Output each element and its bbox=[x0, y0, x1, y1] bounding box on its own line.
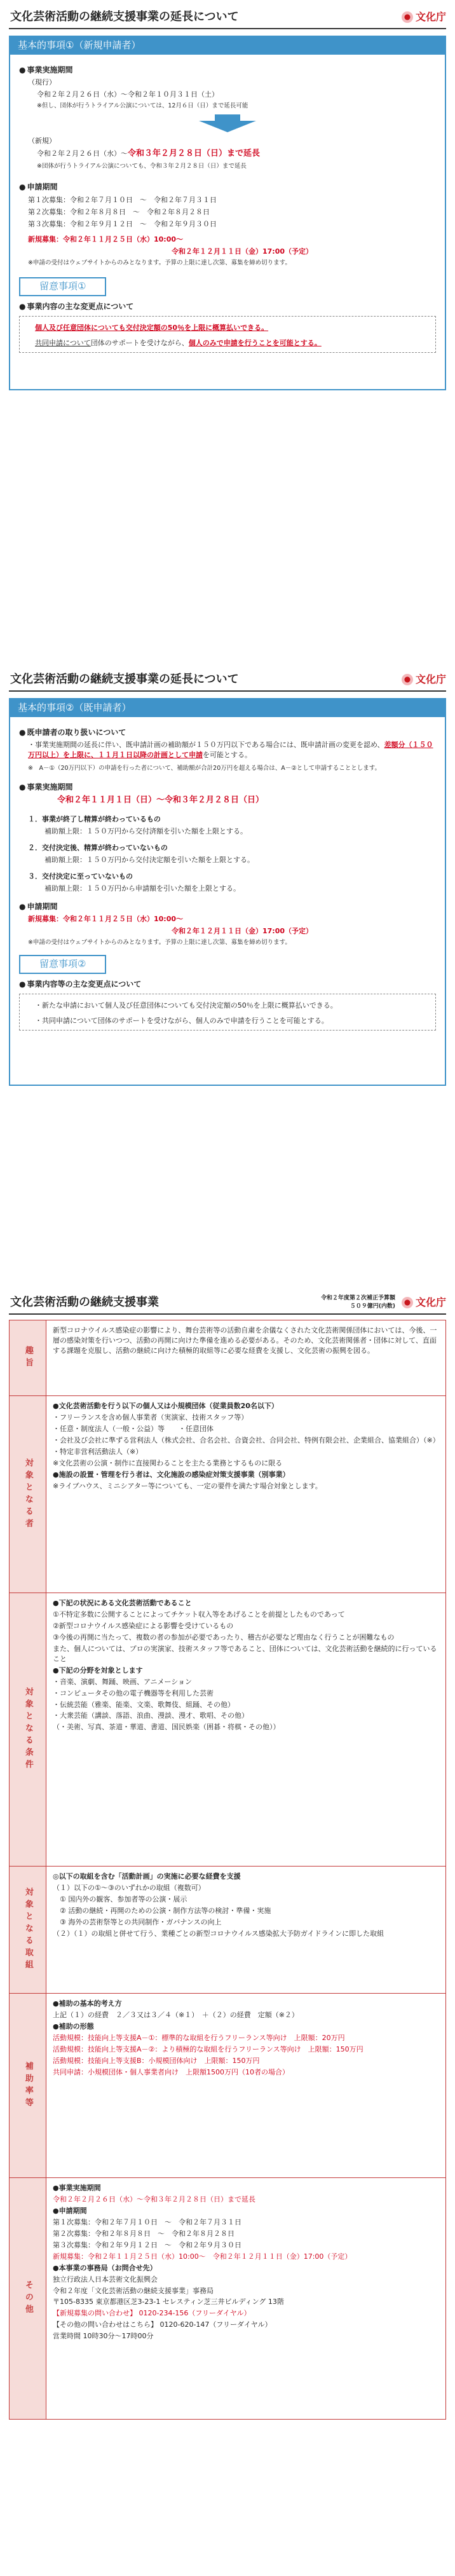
logo-mark-icon bbox=[402, 1297, 413, 1308]
row-line: ●下記の状況にある文化芸術活動であること bbox=[53, 1599, 192, 1608]
heading-period: ● 事業実施期間 bbox=[19, 65, 436, 76]
row-line: 活動規模：技能向上等支援A－①：標準的な取組を行うフリーランス等向け 上限額：20万円 bbox=[53, 2033, 345, 2042]
row-line: 令和２年度「文化芸術活動の継続支援事業」事務局 bbox=[53, 2286, 214, 2295]
row-line: ・特定非営利活動法人（※） bbox=[53, 1447, 143, 1456]
agency-logo: 文化庁 bbox=[402, 1295, 446, 1310]
page-title: 文化芸術活動の継続支援事業の延長について bbox=[10, 10, 239, 24]
agency-logo: 文化庁 bbox=[402, 672, 446, 687]
row-body bbox=[46, 1593, 445, 1866]
down-arrow-icon bbox=[215, 114, 240, 121]
row-line: ・伝統芸能（雅楽、能楽、文楽、歌舞伎、組踊、その他） bbox=[53, 1700, 234, 1709]
row-label: 対象となる条件 bbox=[10, 1593, 46, 1866]
row-line: （・美術、写真、茶道・華道、書道、国民娯楽（囲碁・将棋・その他）） bbox=[53, 1723, 280, 1732]
row-line: ・会社及び会社に準ずる営利法人（株式会社、合名会社、合資会社、合同会社、特例有限会社、企業組合、協業組合）（※） bbox=[53, 1435, 440, 1444]
row-line: ●申請期間 bbox=[53, 2206, 87, 2215]
row-line: また、個人については、プロの実演家、技術スタッフ等であること、団体については、文化芸術活動を継続的に行っていること bbox=[53, 1644, 437, 1663]
table-row bbox=[9, 1396, 446, 1593]
sheet-1 bbox=[9, 5, 446, 390]
row-label: 趣旨 bbox=[10, 1320, 46, 1395]
section-heading: 基本的事項①（新規申請者） bbox=[10, 37, 445, 55]
row-line: ③今後の再開に当たって、複数の者の参加が必要であったり、稽古が必要など理由なく行うことが困難なもの bbox=[53, 1633, 395, 1641]
notes-heading: 留意事項① bbox=[19, 277, 106, 296]
row-line: 独立行政法人日本芸術文化振興会 bbox=[53, 2275, 158, 2284]
row-line: 【その他の問い合わせはこちら】 0120-620-147（フリーダイヤル） bbox=[53, 2320, 272, 2329]
row-line: 令和２年２月２６日（水）～令和３年２月２８日（日）まで延長 bbox=[53, 2195, 255, 2204]
row-line: 共同申請：小規模団体・個人事業者向け 上限額1500万円（10者の場合） bbox=[53, 2067, 289, 2076]
row-line: 【新規募集の問い合わせ】 0120-234-156（フリーダイヤル） bbox=[53, 2309, 251, 2318]
row-line: 第３次募集：令和２年９月１２日 ～ 令和２年９月３０日 bbox=[53, 2240, 241, 2249]
page-title: 文化芸術活動の継続支援事業の延長について bbox=[10, 673, 239, 686]
row-line: ●補助の形態 bbox=[53, 2022, 94, 2031]
logo-mark-icon bbox=[402, 11, 413, 23]
row-line: ① 国内外の観客、参加者等の公演・展示 bbox=[53, 1894, 187, 1903]
page-title: 文化芸術活動の継続支援事業 bbox=[10, 1296, 159, 1309]
row-line: ・任意・制度法人（一般・公益）等 ・任意団体 bbox=[53, 1424, 214, 1433]
row-line: 活動規模：技能向上等支援B：小規模団体向け 上限額：150万円 bbox=[53, 2056, 260, 2065]
sheet-3 bbox=[9, 1291, 446, 2420]
sheet-2-title-bar bbox=[9, 668, 446, 692]
row-body bbox=[46, 1396, 445, 1593]
row-label: 補助率等 bbox=[10, 1994, 46, 2177]
sheet-3-title-bar: 文化芸術活動の継続支援事業 令和２年度第２次補正予算額 ５０９億円(内数) 文化庁 bbox=[9, 1291, 446, 1315]
row-line: ●事業実施期間 bbox=[53, 2184, 101, 2193]
row-line: （２）（１）の取組と併せて行う、業種ごとの新型コロナウイルス感染拡大予防ガイドラインに即した取組 bbox=[53, 1929, 384, 1938]
row-line: ◎以下の取組を含む「活動計画」の実施に必要な経費を支援 bbox=[53, 1872, 241, 1881]
table-row bbox=[9, 1867, 446, 1994]
row-label: 対象となる者 bbox=[10, 1396, 46, 1593]
row-line: ・フリーランスを含め個人事業者（実演家、技術スタッフ等） bbox=[53, 1413, 248, 1422]
heading-apply: ● 申請期間 bbox=[19, 182, 436, 193]
row-line: ※文化芸術の公演・制作に直接関わることを主たる業務とするものに限る bbox=[53, 1458, 283, 1467]
logo-mark-icon bbox=[402, 674, 413, 685]
row-line: （１）以下の①～③のいずれかの取組（複数可） bbox=[53, 1884, 205, 1893]
row-line: ●補助の基本的考え方 bbox=[53, 1999, 122, 2008]
row-line: 新型コロナウイルス感染症の影響により、舞台芸術等の活動自粛を余儀なくされた文化芸術関係団体においては、今後、一層の感染対策を行いつつ、活動の再開に向けた準備を進める必要がある。そのため、文化芸術関係者・団体に対して、直面する課題を克服し、活動の継続に向けた積極的取組等に必要な経費を支援し、文化芸術の振興を図る。 bbox=[53, 1326, 437, 1355]
table-row bbox=[9, 1994, 446, 2178]
row-line: ・大衆芸能（講談、落語、浪曲、漫談、漫才、歌唱、その他） bbox=[53, 1711, 248, 1720]
table-row bbox=[9, 1593, 446, 1867]
row-line: 〒105-8335 東京都港区芝3-23-1 セレスティン芝三井ビルディング 13階 bbox=[53, 2298, 284, 2306]
row-line: ①不特定多数に公開することによってチケット収入等をあげることを前提としたものであって bbox=[53, 1610, 345, 1619]
table-row bbox=[9, 2178, 446, 2420]
table-row bbox=[9, 1320, 446, 1396]
row-line: ③ 海外の芸術祭等との共同制作・ガバナンスの向上 bbox=[53, 1917, 222, 1926]
row-line: ※ライブハウス、ミニシアター等についても、一定の要件を満たす場合対象とします。 bbox=[53, 1481, 322, 1490]
row-line: ② 活動の継続・再開のための公演・制作方法等の検討・準備・実施 bbox=[53, 1906, 271, 1915]
agency-logo: 文化庁 bbox=[402, 10, 446, 24]
row-line: ・音楽、演劇、舞踊、映画、アニメーション bbox=[53, 1677, 193, 1686]
basic-items-new: 基本的事項①（新規申請者） ● 事業実施期間 （現行） 令和２年２月２６日（水）～令和２年１０月３１日（土） ※但し、団体が行うトライアル公演については、12月６日（日）まで延長可能 （新規） 令和２年２月２６日（水）～令和３年２月２８日（日）まで延長 ※団体が行うトライアル公演についても、令和３年２月２８日（日）まで延長 ● 申請期間 第１次募集：令和２年７月１０日 ～ 令和２年７月３１日 第２次募集：令和２年８月８日 ～ 令和２年８月２８日 第３次募集：令和２年９月１２日 ～ 令和２年９月３０日 新規募集：令和２年１１月２５日（水）10:00～ 令和２年１２月１１日（金）17:00（予定） ※申請の受付はウェブサイトからのみとなります。予算の上限に達し次第、募集を締め切ります。 留意事項① ● 事業内容の主な変更点について 個人及び任意団体についても交付決定額の50％を上限に概算払いできる。 共同申請について団体のサポートを受けながら、個人のみで申請を行うことを可能とする。 bbox=[9, 36, 446, 390]
row-label: その他 bbox=[10, 2178, 46, 2419]
basic-items-existing: 基本的事項②（既申請者） ● 既申請者の取り扱いについて ・事業実施期間の延長に伴い、既申請計画の補助額が１５０万円以下である場合には、既申請計画の変更を認め、差額分（１５０万円以上）を上限に、１１月１日以降の計画として申請を可能とする。 ※ A－①（20万円以下）の申請を行った者について、補助額が合計20万円を超える場合は、A－②として申請することとします。 ● 事業実施期間 令和２年１１月１日（日）～令和３年２月２８日（日） １．事業が終了し精算が終わっているもの 補助額上限：１５０万円から交付済額を引いた額を上限とする。 ２．交付決定後、精算が終わっていないもの 補助額上限：１５０万円から交付決定額を引いた額を上限とする。 ３．交付決定に至っていないもの 補助額上限：１５０万円から申請額を引いた額を上限とする。 ● 申請期間 新規募集：令和２年１１月２５日（水）10:00～ 令和２年１２月１１日（金）17:00（予定） ※申請の受付はウェブサイトからのみとなります。予算の上限に達し次第、募集を締め切ります。 留意事項② ● 事業内容等の主な変更点について ・新たな申請において個人及び任意団体についても交付決定額の50％を上限に概算払いできる。 ・共同申請について団体のサポートを受けながら、個人のみで申請を行うことを可能とする。 bbox=[9, 698, 446, 1086]
row-body bbox=[46, 1867, 445, 1993]
row-line: 上記（１）の経費 ２／３又は３／４（※１） ＋（２）の経費 定額（※２） bbox=[53, 2011, 299, 2020]
row-body bbox=[46, 2178, 445, 2419]
row-line: ●施設の設置・管理を行う者は、文化施設の感染症対策支援事業（別事業） bbox=[53, 1470, 290, 1479]
row-line: 第２次募集：令和２年８月８日 ～ 令和２年８月２８日 bbox=[53, 2229, 234, 2238]
row-line: 活動規模：技能向上等支援A－②：より積極的な取組を行うフリーランス等向け 上限額：150万円 bbox=[53, 2045, 363, 2053]
row-line: 営業時間 10時30分～17時00分 bbox=[53, 2332, 154, 2341]
row-line: 新規募集：令和２年１１月２５日（水）10:00～ 令和２年１２月１１日（金）17:00（予定） bbox=[53, 2252, 352, 2261]
sheet-1-title-bar bbox=[9, 5, 446, 29]
row-body bbox=[46, 1994, 445, 2177]
row-body bbox=[46, 1320, 445, 1395]
row-line: ●本事業の事務局（お問合せ先） bbox=[53, 2263, 157, 2272]
row-label: 対象となる取組 bbox=[10, 1867, 46, 1993]
row-line: ●下記の分野を対象とします bbox=[53, 1666, 143, 1675]
sheet-2 bbox=[9, 668, 446, 1086]
program-table bbox=[9, 1320, 446, 2420]
row-line: ②新型コロナウイルス感染症による影響を受けているもの bbox=[53, 1621, 234, 1630]
row-line: ・コンピュータその他の電子機器等を利用した芸術 bbox=[53, 1689, 214, 1697]
row-line: ●文化芸術活動を行う以下の個人又は小規模団体（従業員数20名以下） bbox=[53, 1402, 278, 1411]
section-heading: 基本的事項②（既申請者） bbox=[10, 699, 445, 717]
row-line: 第１次募集：令和２年７月１０日 ～ 令和２年７月３１日 bbox=[53, 2217, 241, 2226]
